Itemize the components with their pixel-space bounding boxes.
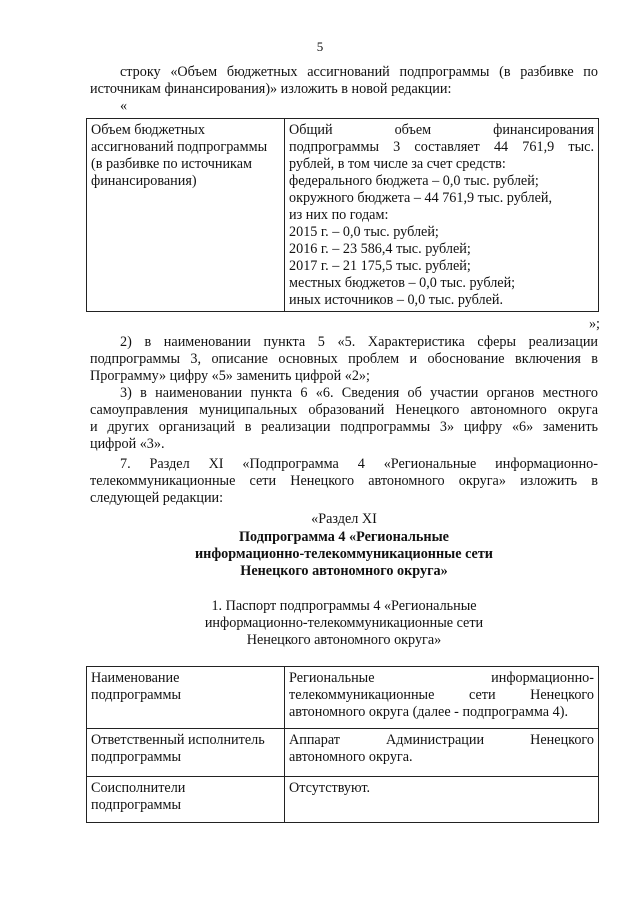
cell-line: местных бюджетов – 0,0 тыс. рублей; [289, 275, 516, 291]
cell-line: Аппарат Администрации Ненецкого [289, 732, 594, 748]
close-quote: »; [588, 316, 600, 332]
table-row [87, 729, 599, 777]
table-cell-label [87, 119, 285, 312]
cell-line: подпрограммы [91, 687, 181, 703]
item-7-paragraph [90, 456, 598, 507]
paragraph-line: 2) в наименовании пункта 5 «5. Характеристика сферы реализации [120, 334, 598, 350]
table-cell-value [285, 667, 599, 729]
paragraph-line: подпрограммы 3, описание основных проблем и обоснование включения в [90, 351, 598, 367]
table-row [87, 777, 599, 823]
cell-line: автономного округа (далее - подпрограмма 4). [289, 704, 568, 720]
paragraph-line: 3) в наименовании пункта 6 «6. Сведения об участии органов местного [120, 385, 598, 401]
paragraph-line: и других организаций в реализации подпрограммы 3» цифру «6» заменить [90, 419, 598, 435]
budget-table [86, 118, 599, 312]
cell-line: подпрограммы [91, 797, 181, 813]
paragraph-line: Программу» цифру «5» заменить цифрой «2»; [90, 368, 370, 384]
cell-line: рублей, в том числе за счет средств: [289, 156, 506, 172]
cell-line: ассигнований подпрограммы [91, 139, 268, 155]
section-title [90, 529, 598, 580]
title-line: Подпрограмма 4 «Региональные [239, 529, 449, 545]
cell-line: окружного бюджета – 44 761,9 тыс. рублей, [289, 190, 553, 206]
table-cell-label [87, 667, 285, 729]
item-3-paragraph [90, 385, 598, 453]
cell-line: федерального бюджета – 0,0 тыс. рублей; [289, 173, 539, 189]
open-quote: « [120, 98, 128, 114]
cell-line: Объем бюджетных [91, 122, 205, 138]
intro-line: источникам финансирования)» изложить в новой редакции: [90, 81, 452, 97]
cell-line: Соисполнители [91, 780, 186, 796]
paragraph-line: следующей редакции: [90, 490, 224, 506]
cell-line: из них по годам: [289, 207, 389, 223]
cell-line: подпрограммы 3 составляет 44 761,9 тыс. [289, 139, 594, 155]
cell-line: автономного округа. [289, 749, 413, 765]
paragraph-line: 7. Раздел XI «Подпрограмма 4 «Региональные информационно- [120, 456, 598, 472]
passport-title [90, 598, 598, 649]
cell-line: телекоммуникационные сети Ненецкого [289, 687, 594, 703]
cell-line: 2017 г. – 21 175,5 тыс. рублей; [289, 258, 471, 274]
cell-line: Региональные информационно- [289, 670, 594, 686]
title-line: информационно-телекоммуникационные сети [204, 615, 484, 631]
cell-line: Ответственный исполнитель [91, 732, 265, 748]
table-row [87, 119, 599, 312]
table-cell-value [285, 729, 599, 777]
intro-line: строку «Объем бюджетных ассигнований подпрограммы (в разбивке по [120, 64, 598, 80]
intro-paragraph [90, 64, 598, 115]
cell-line: иных источников – 0,0 тыс. рублей. [289, 292, 504, 308]
title-line: Ненецкого автономного округа» [240, 563, 448, 579]
table-cell-value [285, 777, 599, 823]
cell-line: финансирования) [91, 173, 197, 189]
table-cell-value [285, 119, 599, 312]
item-2-paragraph [90, 334, 598, 385]
cell-line: 2016 г. – 23 586,4 тыс. рублей; [289, 241, 471, 257]
cell-line: Отсутствуют. [289, 780, 371, 796]
paragraph-line: цифрой «3». [90, 436, 165, 452]
title-line: информационно-телекоммуникационные сети [195, 546, 493, 562]
section-heading: «Раздел XI [311, 511, 377, 527]
table-cell-label [87, 777, 285, 823]
table-row [87, 667, 599, 729]
page-number: 5 [316, 39, 324, 54]
title-line: 1. Паспорт подпрограммы 4 «Региональные [211, 598, 477, 614]
cell-line: Общий объем финансирования [289, 122, 594, 138]
paragraph-line: телекоммуникационные сети Ненецкого автономного округа» изложить в [90, 473, 598, 489]
cell-line: 2015 г. – 0,0 тыс. рублей; [289, 224, 439, 240]
title-line: Ненецкого автономного округа» [246, 632, 442, 648]
cell-line: подпрограммы [91, 749, 181, 765]
paragraph-line: самоуправления муниципальных образований Ненецкого автономного округа [90, 402, 598, 418]
passport-table [86, 666, 599, 823]
table-cell-label [87, 729, 285, 777]
cell-line: (в разбивке по источникам [91, 156, 252, 172]
cell-line: Наименование [91, 670, 180, 686]
